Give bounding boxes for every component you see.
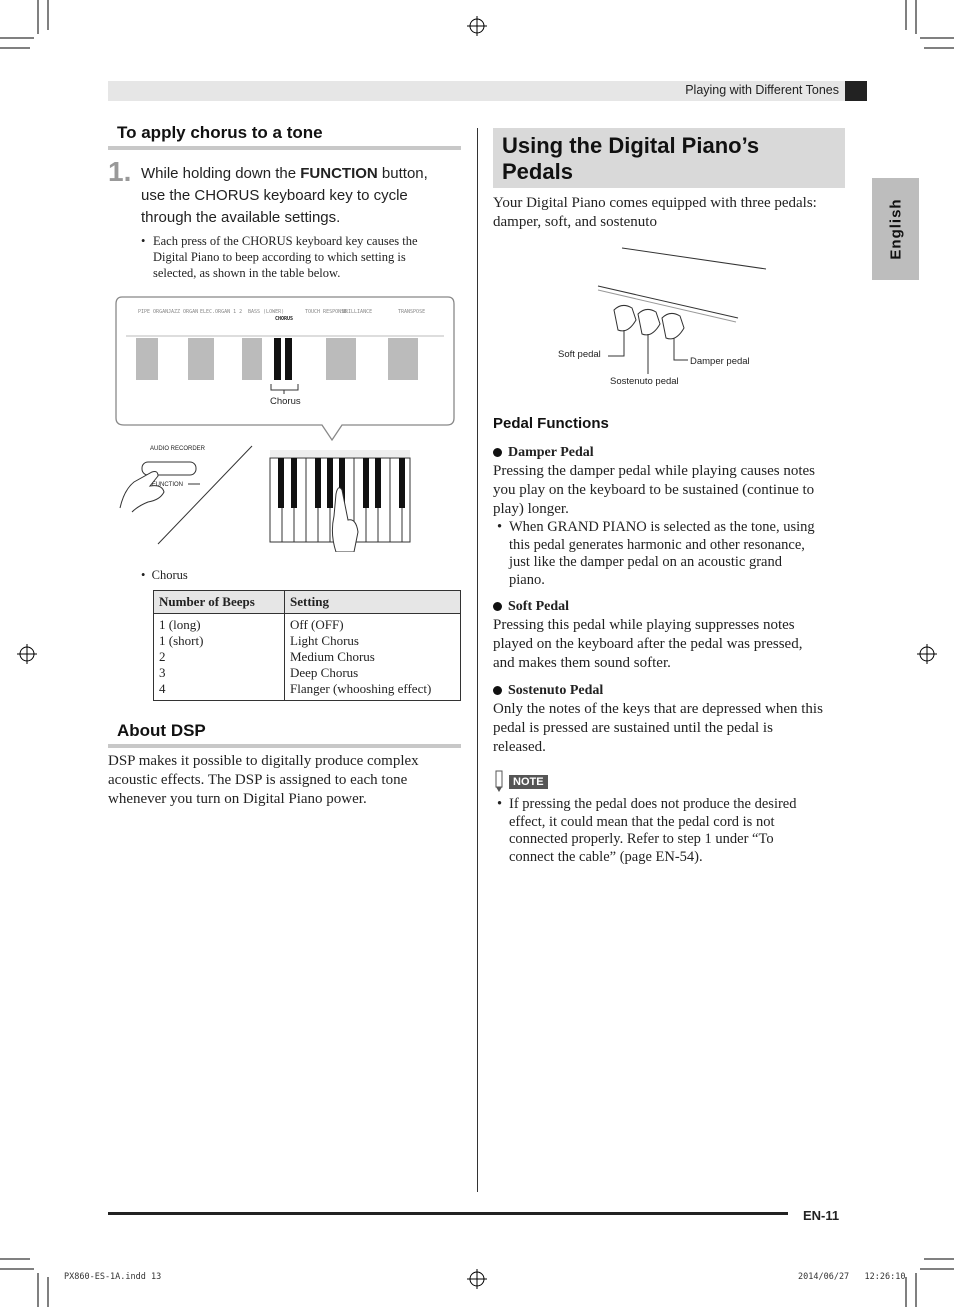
damper-heading: Damper Pedal [508,445,594,460]
beeps-value: 4 [159,681,166,696]
soft-pedal-label: Soft pedal [558,349,601,360]
step-line1-suffix: button, [377,165,428,182]
note-line: effect, it could mean that the pedal cord is not [509,813,775,830]
step-line2: use the CHORUS keyboard key to cycle [141,187,408,204]
pedals-title-box [493,128,845,188]
step-bullet-line: Each press of the CHORUS keyboard key causes the [153,234,418,248]
footer-rule [108,1212,788,1215]
table-header: Setting [285,591,461,614]
step-bullet-line: selected, as shown in the table below. [153,266,341,280]
soft-line: and makes them sound softer. [493,655,671,671]
note-label: NOTE [509,775,548,789]
pedals-intro [493,194,848,232]
bullet-dot-icon [493,448,502,457]
beeps-value: 3 [159,665,166,680]
key-label: BRILLIANCE [342,309,373,315]
column-divider [477,128,478,1192]
damper-line: you play on the keyboard to be sustained (continue to [493,482,815,498]
soft-section [493,597,848,673]
intro-line: Your Digital Piano comes equipped with three pedals: [493,195,817,211]
setting-value: Off (OFF) [290,617,344,632]
bullet-dot-icon [493,602,502,611]
note-line: If pressing the pedal does not produce the desired [509,796,797,812]
mini-keyboard-icon [270,450,410,552]
dsp-line: acoustic effects. The DSP is assigned to each tone [108,772,408,788]
dsp-line: whenever you turn on Digital Piano power. [108,791,367,807]
pedals-title-line: Using the Digital Piano’s [502,133,760,158]
step-bullet-line: Digital Piano to beep according to which setting is [153,250,406,264]
heading-rule [108,744,461,748]
note-line: connect the cable” (page EN-54). [509,848,703,865]
step-bullet: • Each press of the CHORUS keyboard key causes the Digital Piano to beep according to which setting is selected, as shown in the table below. [141,233,461,281]
damper-bullet-line: just like the damper pedal on an acoustic grand [509,554,782,570]
beeps-value: 2 [159,649,166,664]
function-keyword: FUNCTION [300,165,378,182]
pedal-functions-heading: Pedal Functions [493,415,609,432]
slug-file: PX860-ES-1A.indd 13 [64,1272,162,1282]
sostenuto-section [493,681,853,757]
running-header [108,81,867,101]
beeps-cell [154,614,285,701]
dsp-heading: About DSP [117,721,206,740]
note-badge-row [493,770,548,792]
sostenuto-pedal-label: Sostenuto pedal [610,376,679,387]
table-header: Number of Beeps [154,591,285,614]
dsp-paragraph [108,752,463,809]
hand-icon [120,472,164,513]
intro-line: damper, soft, and sostenuto [493,214,657,230]
key-label: TOUCH RESPONSE [305,309,348,315]
beeps-value: 1 (short) [159,633,204,648]
page-number: EN-11 [803,1208,840,1223]
heading-rule [108,146,461,150]
table-caption: • Chorus [141,568,188,582]
setting-value: Medium Chorus [290,649,375,664]
key-label: BASS (LOWER) [248,309,285,315]
step-line1-prefix: While holding down the [141,165,301,182]
key-label: ELEC.ORGAN 1 2 [200,309,243,315]
step-number: 1. [108,156,132,187]
pencil-icon [493,770,505,792]
chorus-callout-label: Chorus [270,396,301,407]
damper-bullet-line: piano. [509,571,545,588]
header-tab-block [845,81,867,101]
key-label: PIPE ORGAN [138,309,169,315]
setting-value: Light Chorus [290,633,359,648]
setting-value: Deep Chorus [290,665,359,680]
key-label: TRANSPOSE [398,309,426,315]
damper-section: Damper Pedal Pressing the damper pedal while playing causes notes you play on the keyboard to be sustained (continue to play) longer. • When GRAND PIANO is selected as the tone, using this pedal generates harmonic and other resonance, just like the damper pedal on an acoustic grand piano. [493,443,848,589]
setting-value: Flanger (whooshing effect) [290,681,432,696]
language-tab [872,178,919,280]
sostenuto-heading: Sostenuto Pedal [508,683,604,698]
function-label: FUNCTION [152,482,183,488]
chorus-beeps-table [153,590,461,701]
step-line3: through the available settings. [141,209,341,226]
bullet-dot-icon [493,686,502,695]
soft-line: played on the keyboard after the pedal was pressed, [493,636,803,652]
dsp-line: DSP makes it possible to digitally produce complex [108,753,419,769]
soft-heading: Soft Pedal [508,599,570,614]
language-tab-label: English [887,198,904,260]
damper-line: play) longer. [493,501,569,517]
slug-timestamp: 2014/06/27 12:26:10 [798,1272,906,1282]
damper-bullet-line: this pedal generates harmonic and other resonance, [509,536,805,553]
chorus-heading: To apply chorus to a tone [117,123,323,142]
audio-recorder-label: AUDIO RECORDER [150,446,206,452]
pedals-illustration [540,238,780,390]
beeps-value: 1 (long) [159,617,201,632]
soft-line: Pressing this pedal while playing suppresses notes [493,617,795,633]
damper-bullet-line: When GRAND PIANO is selected as the tone, using [509,519,815,535]
table-caption-text: Chorus [151,568,188,582]
pedals-title-line: Pedals [502,159,573,184]
sostenuto-line: Only the notes of the keys that are depressed when this [493,701,823,717]
note-line: connected properly. Refer to step 1 under “To [509,831,774,847]
setting-cell [285,614,461,701]
damper-pedal-label: Damper pedal [690,356,750,367]
damper-line: Pressing the damper pedal while playing causes notes [493,463,816,479]
key-label: CHORUS [275,316,294,322]
sostenuto-line: pedal is pressed are sustained until the pedal is [493,720,773,736]
header-section-title: Playing with Different Tones [685,83,839,97]
sostenuto-line: released. [493,739,546,755]
chorus-keyboard-illustration [112,294,458,552]
step-text [141,163,461,229]
note-bullet: • If pressing the pedal does not produce the desired effect, it could mean that the pedal cord is not connected properly. Refer to step 1 under “To connect the cable” (page EN-54). [497,796,847,866]
key-label: JAZZ ORGAN [168,309,199,315]
